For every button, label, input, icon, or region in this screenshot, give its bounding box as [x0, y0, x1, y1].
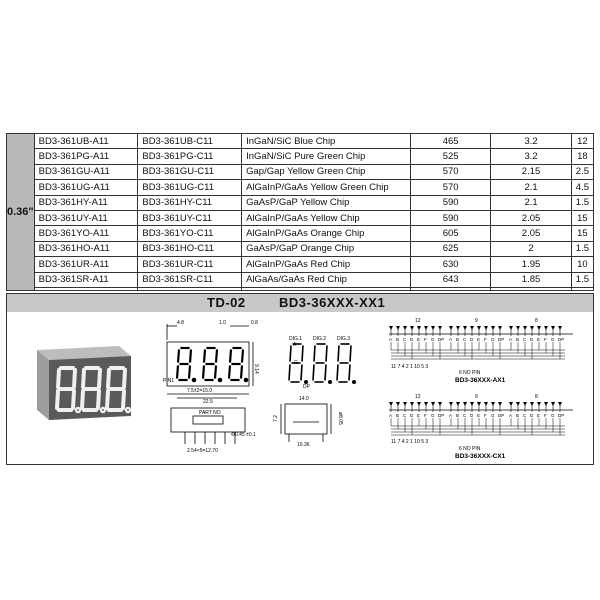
cell-wavelength: 570: [410, 164, 490, 179]
cell-iv: 1.5: [571, 241, 593, 256]
segment-letter: C: [523, 337, 527, 342]
dim-pitch: 7.5±2=15.0: [187, 388, 213, 394]
cell-anode: BD3-361PG-A11: [34, 149, 138, 164]
cell-wavelength: 590: [410, 195, 490, 210]
cell-cathode: BD3-361PG-C11: [138, 149, 242, 164]
cell-wavelength: 570: [410, 180, 490, 195]
cell-iv: 15: [571, 210, 593, 225]
datasheet: [6, 133, 594, 466]
size-label: 0.36": [7, 134, 35, 291]
cell-iv: 1.5: [571, 272, 593, 287]
segment-letter: A: [449, 337, 453, 342]
cell-iv: 2.5: [571, 164, 593, 179]
cell-cathode: BD3-361UB-C11: [138, 134, 242, 149]
segment-letter: F: [424, 413, 427, 418]
cell-cathode: BD3-361YO-C11: [138, 226, 242, 241]
cell-vf: 2.15: [491, 164, 571, 179]
drawing-panel: [6, 312, 594, 465]
segment-letter: F: [484, 337, 487, 342]
cell-wavelength: 630: [410, 257, 490, 272]
cell-empty: [410, 287, 490, 290]
seg-digit-2: [313, 344, 331, 383]
table-row: [7, 210, 594, 225]
cell-anode: BD3-361UR-A11: [34, 257, 138, 272]
cell-empty: [34, 287, 138, 290]
dim-pin-dia: Φ0.45 ±0.1: [231, 432, 256, 438]
cell-vf: 1.85: [491, 272, 571, 287]
table-row: [7, 257, 594, 272]
table-row: [7, 164, 594, 179]
cell-chip: GaAsP/GaP Orange Chip: [242, 241, 411, 256]
cell-iv: 10: [571, 257, 593, 272]
front-digit-3: [229, 348, 247, 381]
cell-wavelength: 465: [410, 134, 490, 149]
cell-cathode: BD3-361UY-C11: [138, 210, 242, 225]
front-digit-2: [203, 348, 221, 381]
cell-chip: AlGaInP/GaAs Red Chip: [242, 257, 411, 272]
circuit-ax-label: BD3-36XXX-AX1: [455, 377, 506, 384]
common-pin-number: 8: [535, 318, 538, 324]
segment-letter: B: [516, 413, 520, 418]
cell-cathode: BD3-361UG-C11: [138, 180, 242, 195]
segment-letter: B: [396, 413, 400, 418]
dim-width: 22.5: [203, 399, 213, 405]
segment-letter: F: [544, 337, 547, 342]
cell-vf: 2.05: [491, 226, 571, 241]
segment-letter: DP: [558, 413, 565, 418]
segment-letter: DP: [438, 413, 445, 418]
dim-digit-height: 9.14: [253, 364, 259, 374]
display-photo: [37, 346, 131, 420]
segment-letter: F: [484, 413, 487, 418]
table-row: [7, 180, 594, 195]
cell-vf: 2.05: [491, 210, 571, 225]
table-row: [7, 149, 594, 164]
cell-wavelength: 590: [410, 210, 490, 225]
cell-iv: 4.5: [571, 180, 593, 195]
cell-vf: 1.95: [491, 257, 571, 272]
circuit-ax-pins: 11 7 4 2 1 10 5 3: [391, 364, 429, 370]
dig1-label: DIG.1: [289, 336, 303, 342]
cell-anode: BD3-361HY-A11: [34, 195, 138, 210]
seg-a-label: A: [293, 342, 297, 348]
segment-letter: G: [431, 413, 435, 418]
circuit-common-anode: [389, 318, 573, 359]
segment-letter: DP: [438, 337, 445, 342]
model-banner: [6, 293, 594, 313]
table-row: [7, 195, 594, 210]
cell-empty: [242, 287, 411, 290]
seg-digit-1: [289, 344, 307, 383]
cell-vf: 2.1: [491, 195, 571, 210]
dig3-label: DIG.3: [337, 336, 351, 342]
technical-drawings: [7, 312, 593, 464]
cell-anode: BD3-361SR-A11: [34, 272, 138, 287]
dim-top-right: 0.8: [251, 320, 258, 326]
cell-wavelength: 625: [410, 241, 490, 256]
side-view: [281, 404, 331, 442]
cell-empty: [491, 287, 571, 290]
cell-wavelength: 525: [410, 149, 490, 164]
table-row: [7, 272, 594, 287]
cell-iv: 15: [571, 226, 593, 241]
segment-letter: G: [551, 337, 555, 342]
circuit-common-cathode: [389, 394, 573, 435]
segment-letter: DP: [558, 337, 565, 342]
circuit-cx-pins: 11 7 4 2 1 10 5 3: [391, 439, 429, 445]
cell-chip: AlGaAs/GaAs Red Chip: [242, 272, 411, 287]
cell-anode: BD3-361UG-A11: [34, 180, 138, 195]
table-row: [7, 241, 594, 256]
dim-right-height: ø8.05: [337, 412, 343, 425]
segment-letter: C: [403, 337, 407, 342]
common-pin-number: 12: [415, 394, 421, 400]
cell-chip: AlGaInP/GaAs Yellow Green Chip: [242, 180, 411, 195]
segment-letter: D: [470, 337, 474, 342]
dim-bottom: 10.36: [297, 442, 310, 448]
circuit-cx-label: BD3-36XXX-CX1: [455, 453, 506, 460]
banner-series: TD-02: [207, 295, 246, 310]
segment-letter: C: [463, 413, 467, 418]
cell-empty: [138, 287, 242, 290]
segment-id-view: [289, 344, 355, 383]
cell-chip: Gap/Gap Yellow Green Chip: [242, 164, 411, 179]
spec-table: [6, 133, 594, 291]
cell-cathode: BD3-361SR-C11: [138, 272, 242, 287]
cell-wavelength: 643: [410, 272, 490, 287]
dim-top-left: 4.8: [177, 320, 184, 326]
seg-g-label: G: [294, 360, 298, 366]
segment-letter: A: [509, 337, 513, 342]
cell-iv: 12: [571, 134, 593, 149]
segment-letter: B: [456, 337, 460, 342]
segment-letter: A: [389, 337, 393, 342]
segment-letter: A: [449, 413, 453, 418]
common-pin-number: 12: [415, 318, 421, 324]
segment-letter: D: [410, 413, 414, 418]
segment-letter: G: [431, 337, 435, 342]
cell-iv: 18: [571, 149, 593, 164]
cell-vf: 3.2: [491, 149, 571, 164]
seg-digit-3: [337, 344, 355, 383]
common-pin-number: 9: [475, 394, 478, 400]
segment-letter: E: [417, 337, 421, 342]
seg-dp-label: DP: [303, 384, 310, 390]
common-pin-number: 8: [535, 394, 538, 400]
cell-cathode: BD3-361HO-C11: [138, 241, 242, 256]
cell-empty: [571, 287, 593, 290]
cell-wavelength: 605: [410, 226, 490, 241]
pin1-label: PIN1: [163, 378, 175, 384]
cell-cathode: BD3-361HY-C11: [138, 195, 242, 210]
segment-letter: B: [456, 413, 460, 418]
cell-vf: 2.1: [491, 180, 571, 195]
segment-letter: C: [403, 413, 407, 418]
common-pin-number: 9: [475, 318, 478, 324]
segment-letter: E: [477, 413, 481, 418]
cell-anode: BD3-361UB-A11: [34, 134, 138, 149]
cell-chip: AlGaInP/GaAs Orange Chip: [242, 226, 411, 241]
part-no-label: PART NO: [199, 410, 221, 416]
table-row: [7, 287, 594, 290]
segment-letter: D: [410, 337, 414, 342]
dim-pin-pitch: 2.54×5=12.70: [187, 448, 218, 454]
segment-letter: B: [516, 337, 520, 342]
segment-letter: E: [537, 337, 541, 342]
cell-anode: BD3-361UY-A11: [34, 210, 138, 225]
cell-vf: 2: [491, 241, 571, 256]
segment-letter: C: [463, 337, 467, 342]
front-digit-1: [177, 348, 195, 381]
segment-letter: G: [551, 413, 555, 418]
table-row: [7, 226, 594, 241]
cell-vf: 3.2: [491, 134, 571, 149]
cell-chip: AlGaInP/GaAs Yellow Chip: [242, 210, 411, 225]
segment-letter: E: [477, 337, 481, 342]
segment-letter: A: [389, 413, 393, 418]
cell-anode: BD3-361GU-A11: [34, 164, 138, 179]
cell-iv: 1.5: [571, 195, 593, 210]
cell-anode: BD3-361HO-A11: [34, 241, 138, 256]
front-view: [167, 324, 253, 444]
banner-model: BD3-36XXX-XX1: [279, 295, 386, 310]
segment-letter: D: [530, 337, 534, 342]
circuit-cx-note: 6 NO PIN: [459, 446, 481, 452]
segment-letter: E: [537, 413, 541, 418]
segment-letter: DP: [498, 413, 505, 418]
segment-letter: G: [491, 413, 495, 418]
cell-chip: InGaN/SiC Blue Chip: [242, 134, 411, 149]
cell-cathode: BD3-361GU-C11: [138, 164, 242, 179]
segment-letter: A: [509, 413, 513, 418]
dig2-label: DIG.2: [313, 336, 327, 342]
dim-left-height: 7.2: [273, 415, 279, 422]
segment-letter: F: [424, 337, 427, 342]
segment-letter: E: [417, 413, 421, 418]
segment-letter: DP: [498, 337, 505, 342]
circuit-ax-note: 6 NO PIN: [459, 370, 481, 376]
segment-letter: C: [523, 413, 527, 418]
dim-top-mid: 1.0: [219, 320, 226, 326]
cell-chip: InGaN/SiC Pure Green Chip: [242, 149, 411, 164]
segment-letter: G: [491, 337, 495, 342]
cell-cathode: BD3-361UR-C11: [138, 257, 242, 272]
dim-depth: 14.0: [299, 396, 309, 402]
segment-letter: B: [396, 337, 400, 342]
cell-chip: GaAsP/GaP Yellow Chip: [242, 195, 411, 210]
cell-anode: BD3-361YO-A11: [34, 226, 138, 241]
segment-letter: D: [470, 413, 474, 418]
segment-letter: F: [544, 413, 547, 418]
segment-letter: D: [530, 413, 534, 418]
table-row: [7, 134, 594, 149]
